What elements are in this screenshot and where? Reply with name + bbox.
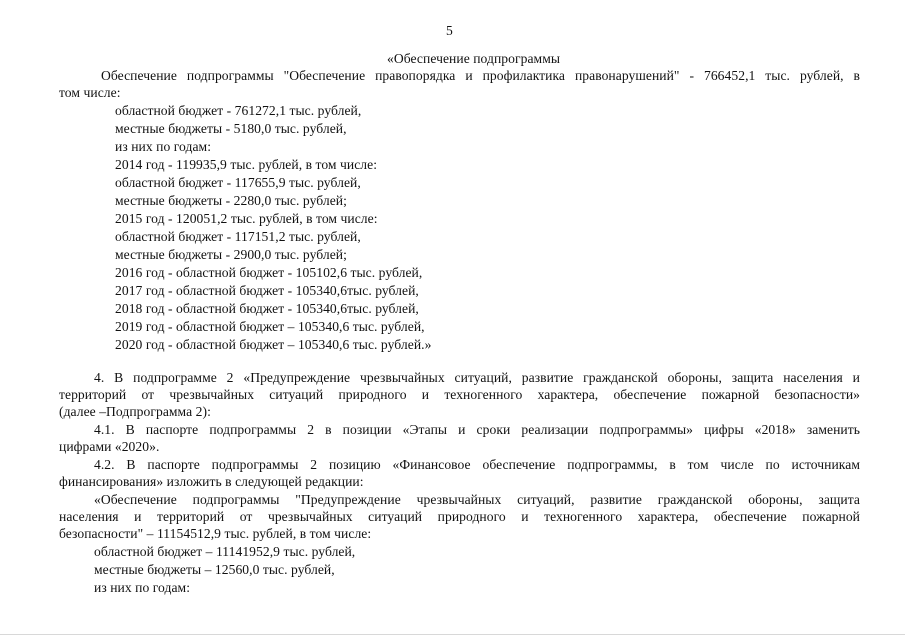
text-line: из них по годам: [115, 139, 212, 154]
text-line: 4.1. В паспорте подпрограммы 2 в позиции «Этапы и сроки реализации подпрограммы» цифры «2018» заменить [94, 422, 860, 437]
text-line: 2015 год - 120051,2 тыс. рублей, в том числе: [115, 211, 378, 226]
text-line: 2018 год - областной бюджет - 105340,6тыс. рублей, [115, 301, 419, 316]
text-line: территорий от чрезвычайных ситуаций природного и техногенного характера, обеспечение пожарной безопасности» [59, 387, 860, 402]
text-line: местные бюджеты - 2280,0 тыс. рублей; [115, 193, 347, 208]
text-line: безопасности" – 11154512,9 тыс. рублей, в том числе: [59, 526, 372, 541]
section-heading: «Обеспечение подпрограммы [387, 51, 561, 66]
text-line: населения и территорий от чрезвычайных ситуаций природного и техногенного характера, обеспечение пожарной [59, 509, 860, 524]
text-line: из них по годам: [94, 580, 191, 595]
text-line: 4. В подпрограмме 2 «Предупреждение чрезвычайных ситуаций, развитие гражданской обороны, защита населения и [94, 370, 860, 385]
text-line: 2014 год - 119935,9 тыс. рублей, в том числе: [115, 157, 378, 172]
text-line: 2017 год - областной бюджет - 105340,6тыс. рублей, [115, 283, 419, 298]
text-line: областной бюджет – 11141952,9 тыс. рублей, [94, 544, 356, 559]
text-line: областной бюджет - 117151,2 тыс. рублей, [115, 229, 361, 244]
text-line: 4.2. В паспорте подпрограммы 2 позицию «Финансовое обеспечение подпрограммы, в том числе по источникам [94, 457, 860, 472]
page-number: 5 [446, 23, 453, 38]
scan-edge [0, 634, 905, 635]
text-line: (далее –Подпрограмма 2): [59, 404, 211, 419]
text-line: 2016 год - областной бюджет - 105102,6 тыс. рублей, [115, 265, 423, 280]
text-line: 2019 год - областной бюджет – 105340,6 тыс. рублей, [115, 319, 425, 334]
text-line: местные бюджеты - 5180,0 тыс. рублей, [115, 121, 347, 136]
text-line: том числе: [59, 85, 121, 100]
text-line: областной бюджет - 761272,1 тыс. рублей, [115, 103, 362, 118]
text-line: финансирования» изложить в следующей редакции: [59, 474, 364, 489]
text-line: 2020 год - областной бюджет – 105340,6 тыс. рублей.» [115, 337, 432, 352]
text-line: Обеспечение подпрограммы "Обеспечение правопорядка и профилактика правонарушений" - 766452,1 тыс. рублей, в [101, 68, 860, 83]
text-line: «Обеспечение подпрограммы "Предупреждение чрезвычайных ситуаций, развитие гражданской обороны, защита [94, 492, 860, 507]
text-line: цифрами «2020». [59, 439, 160, 454]
text-line: областной бюджет - 117655,9 тыс. рублей, [115, 175, 361, 190]
text-line: местные бюджеты - 2900,0 тыс. рублей; [115, 247, 347, 262]
text-line: местные бюджеты – 12560,0 тыс. рублей, [94, 562, 335, 577]
